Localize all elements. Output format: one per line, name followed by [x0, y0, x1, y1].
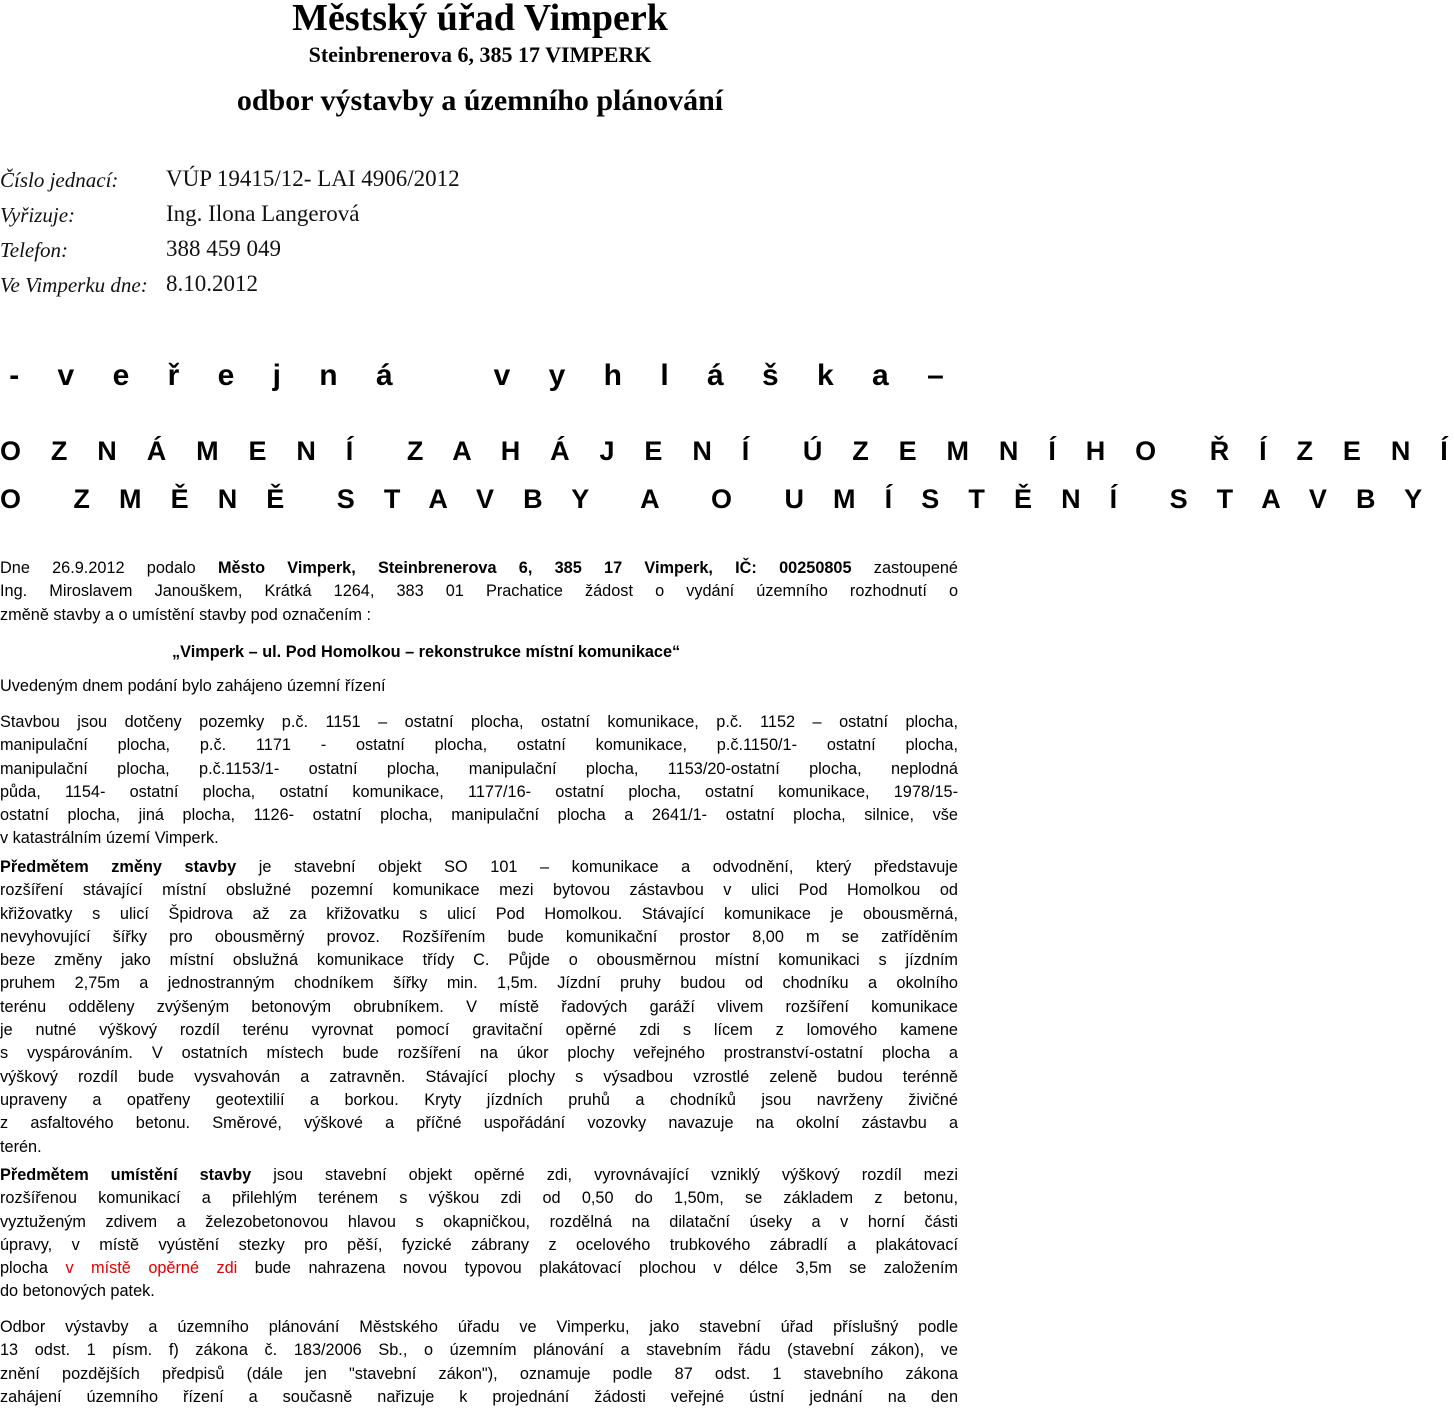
parcels-line: půda, 1154- ostatní plocha, ostatní komunikace, 1177/16- ostatní plocha, ostatní komunikace, 1978/15- — [0, 782, 958, 801]
notice-heading-line-1: O Z N Á M E N Í Z A H Á J E N Í Ú Z E M N Í H O Ř Í Z E N Í — [0, 436, 1454, 466]
change-line: terén. — [0, 1137, 42, 1156]
placement-paragraph — [0, 1164, 958, 1304]
closing-line: 13 odst. 1 písm. f) zákona č. 183/2006 Sb., o územním plánování a stavebním řádu (stavební zákon), ve — [0, 1341, 958, 1360]
ref-number-value: VÚP 19415/12- LAI 4906/2012 — [166, 166, 460, 191]
intro-text-a: Dne 26.9.2012 podalo — [0, 559, 218, 577]
phone-label: Telefon: — [0, 238, 69, 262]
office-title: Městský úřad Vimperk — [292, 0, 668, 39]
parcels-line: manipulační plocha, p.č. 1171 - ostatní plocha, ostatní komunikace, p.č.1150/1- ostatní plocha, — [0, 736, 958, 755]
parcels-line: v katastrálním území Vimperk. — [0, 829, 219, 848]
parcels-line: manipulační plocha, p.č.1153/1- ostatní plocha, manipulační plocha, 1153/20-ostatní plocha, neplodná — [0, 759, 958, 778]
change-line: beze změny jako místní obslužná komunikace třídy C. Půjde o obousměrnou místní komunikaci s jízdním — [0, 951, 958, 970]
change-line-1-rest: je stavební objekt SO 101 – komunikace a odvodnění, který představuje — [236, 858, 958, 876]
department-name: odbor výstavby a územního plánování — [236, 84, 724, 117]
ref-number-label: Číslo jednací: — [0, 168, 119, 192]
change-line: pruhem 2,75m a jednostranným chodníkem šířky min. 1,5m. Jízdní pruhy budou od chodníku a okolního — [0, 974, 958, 993]
placement-highlight: v místě opěrné zdi — [65, 1259, 238, 1278]
date-value: 8.10.2012 — [166, 271, 258, 296]
placement-line-1-rest: jsou stavební objekt opěrné zdi, vyrovnávající vzniklý výškový rozdíl mezi — [251, 1166, 958, 1184]
change-line-1 — [0, 856, 958, 879]
proceeding-started: Uvedeným dnem podání bylo zahájeno územní řízení — [0, 677, 386, 695]
change-lead: Předmětem změny stavby — [0, 858, 237, 876]
closing-line: Odbor výstavby a územního plánování Městského úřadu ve Vimperku, jako stavební úřad příslušný podle — [0, 1318, 958, 1336]
handled-by-value: Ing. Ilona Langerová — [166, 201, 360, 226]
project-title: „Vimperk – ul. Pod Homolkou – rekonstrukce místní komunikace“ — [172, 643, 681, 661]
placement-line-1 — [0, 1164, 958, 1187]
intro-line-3: změně stavby a o umístění stavby pod označením : — [0, 605, 372, 624]
placement-line: do betonových patek. — [0, 1282, 155, 1301]
parcels-paragraph — [0, 711, 958, 851]
placement-line: úpravy, v místě vyústění stezky pro pěší, fyzické zábrany z ocelového trubkového zábradlí a plakátovací — [0, 1235, 958, 1254]
change-line: terénu odděleny zvýšeným betonovým obrubníkem. V místě řadových garáží vlivem rozšíření komunikace — [0, 997, 958, 1016]
change-line: upraveny a opatřeny geotextilií a borkou. Kryty jízdních pruhů a chodníků jsou navrženy živičné — [0, 1090, 958, 1109]
placement-l5-a: plocha — [0, 1259, 66, 1278]
closing-paragraph — [0, 1316, 958, 1409]
change-line: rozšíření stávající místní obslužné pozemní komunikace mezi bytovou zástavbou v ulici Pod Homolkou od — [0, 881, 958, 900]
applicant-name: Město Vimperk, Steinbrenerova 6, 385 17 Vimperk, IČ: 00250805 — [217, 559, 852, 577]
intro-paragraph — [0, 557, 958, 627]
parcels-line: ostatní plocha, jiná plocha, 1126- ostatní plocha, manipulační plocha a 2641/1- ostatní plocha, silnice, vše — [0, 806, 958, 825]
intro-line-2: Ing. Miroslavem Janouškem, Krátká 1264, 383 01 Prachatice žádost o vydání územního rozhodnutí o — [0, 582, 958, 601]
change-line: nevyhovující šířky pro obousměrný provoz. Rozšířením bude komunikační prostor 8,00 m se zatříděním — [0, 927, 958, 946]
intro-line-1 — [0, 557, 958, 580]
change-line: z asfaltového betonu. Směrové, výškové a příčné uspořádání vozovky navazuje na okolní zástavbu a — [0, 1114, 958, 1133]
notice-heading-line-2: O Z M Ě N Ě S T A V B Y A O U M Í S T Ě N Í S T A V B Y — [0, 484, 1428, 514]
placement-line: vyztuženým zdivem a železobetonovou hlavou s okapničkou, rozdělná na dilatační úseky a v horní části — [0, 1212, 958, 1231]
handled-by-label: Vyřizuje: — [0, 203, 76, 227]
change-paragraph — [0, 856, 958, 1159]
placement-lead: Předmětem umístění stavby — [0, 1166, 252, 1184]
parcels-line: Stavbou jsou dotčeny pozemky p.č. 1151 – ostatní plocha, ostatní komunikace, p.č. 1152 – ostatní plocha, — [0, 713, 958, 731]
phone-value: 388 459 049 — [166, 236, 281, 261]
change-line: křižovatky s ulicí Špidrova až za křižovatku s ulicí Pod Homolkou. Stávající komunikace je obousměrná, — [0, 904, 958, 923]
intro-text-c: zastoupené — [851, 559, 958, 577]
change-line: výškový rozdíl bude vysvahován a zatravněn. Stávající plochy s výsadbou vzrostlé zeleně budou terénně — [0, 1067, 958, 1086]
placement-line-5 — [0, 1257, 958, 1280]
placement-line: rozšířenou komunikací a přilehlým terénem s výškou zdi od 0,50 do 1,50m, se základem z betonu, — [0, 1189, 958, 1208]
office-address: Steinbrenerova 6, 385 17 VIMPERK — [308, 42, 652, 67]
change-line: s vyspárováním. V ostatních místech bude rozšíření na úkor plochy veřejného prostranství-ostatní plocha a — [0, 1044, 958, 1063]
closing-line: znění pozdějších předpisů (dále jen "stavební zákon"), oznamuje podle 87 odst. 1 stavebního zákona — [0, 1364, 958, 1383]
placement-l5-b: bude nahrazena novou typovou plakátovací plochou v délce 3,5m se založením — [237, 1259, 958, 1278]
closing-line: zahájení územního řízení a současně nařizuje k projednání žádosti veřejné ústní jednání na den — [0, 1387, 958, 1406]
public-notice-heading: - v e ř e j n á v y h l á š k a – — [9, 359, 951, 392]
change-line: je nutné výškový rozdíl terénu vyrovnat pomocí gravitační opěrné zdi s lícem z lomového kamene — [0, 1021, 958, 1040]
date-label: Ve Vimperku dne: — [0, 273, 148, 297]
